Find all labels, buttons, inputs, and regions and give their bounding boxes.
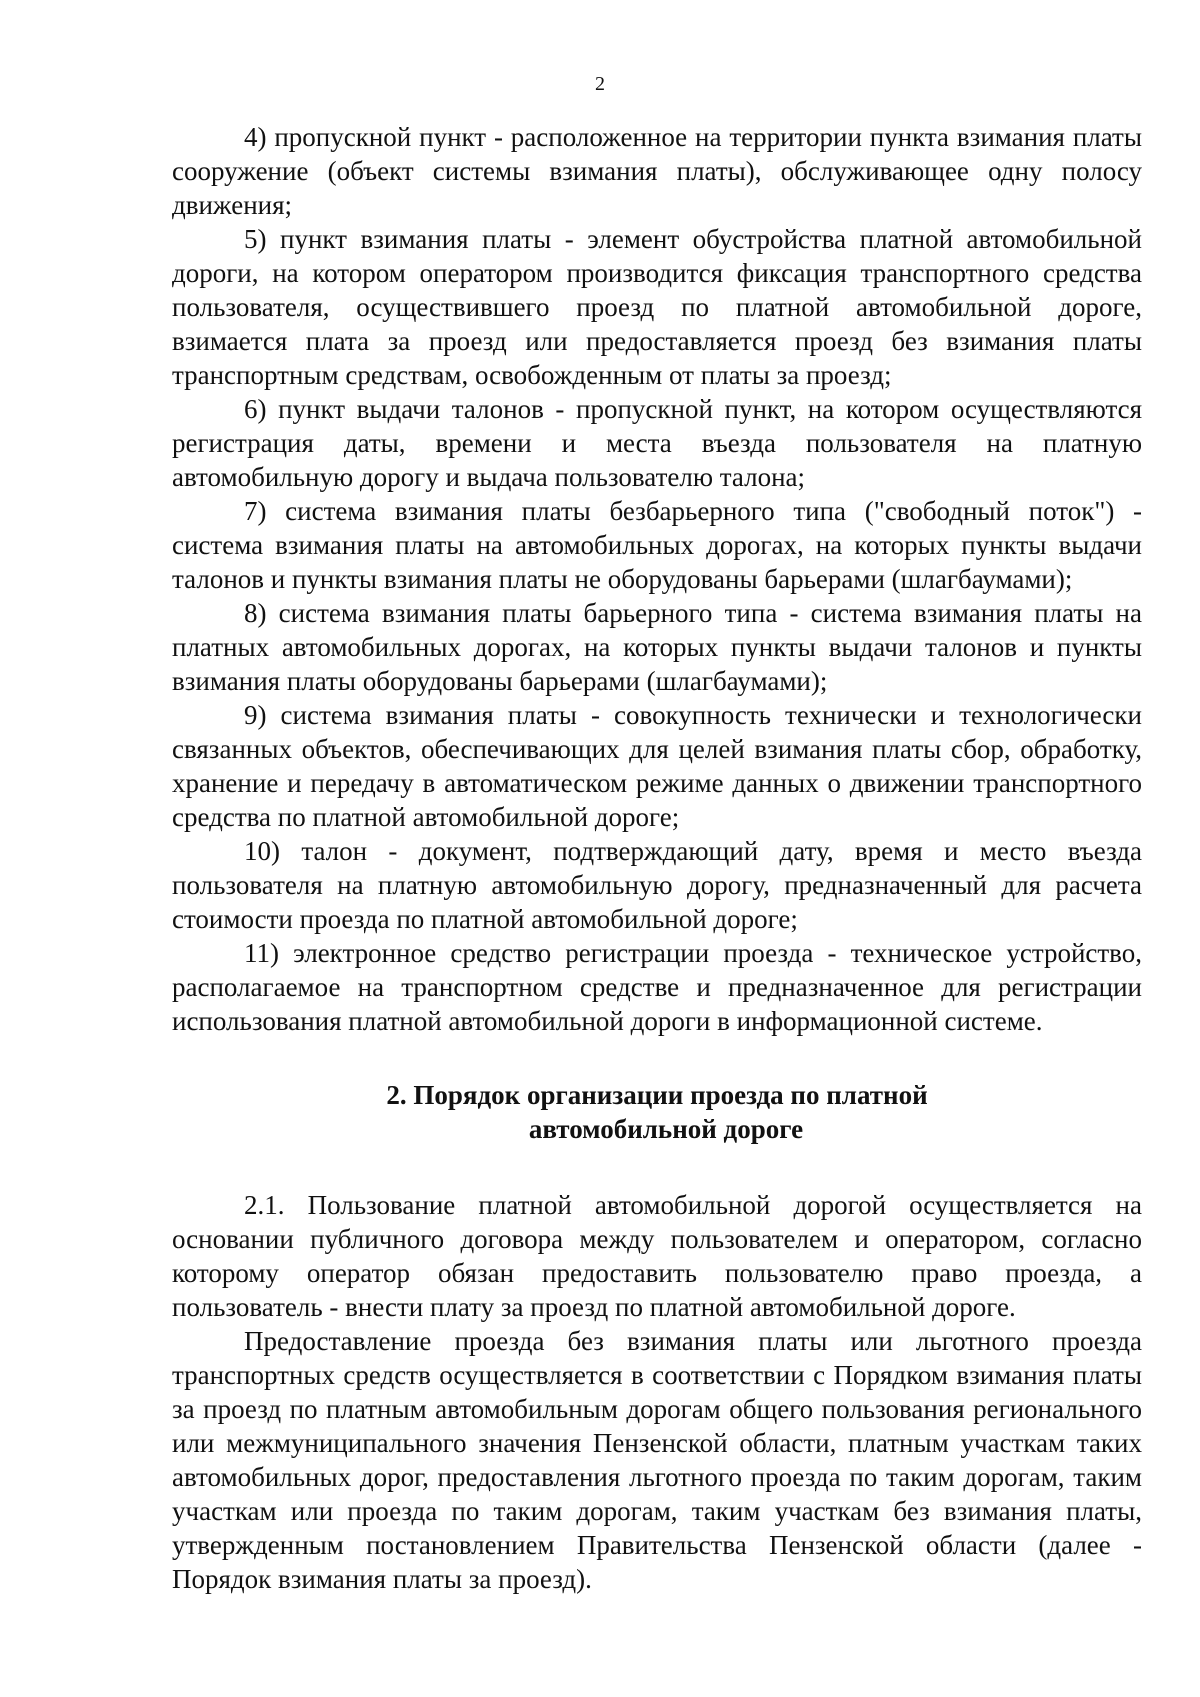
definition-item-7: 7) система взимания платы безбарьерного типа ("свободный поток") - система взимания платы на автомобильных дорогах, на которых пункты выдачи талонов и пункты взимания платы не оборудованы барьерами (шлагбаумами); [172, 496, 1142, 594]
section-heading-line-2: автомобильной дороге [528, 1114, 804, 1144]
definition-item-9: 9) система взимания платы - совокупность технически и технологически связанных объектов, обеспечивающих для целей взимания платы сбор, обработку, хранение и передачу в автоматическом режиме данных о движении транспортного средства по платной автомобильной дороге; [172, 700, 1142, 832]
section-paragraph-free-passage: Предоставление проезда без взимания платы или льготного проезда транспортных средств осуществляется в соответствии с Порядком взимания платы за проезд по платным автомобильным дорогам общего пользования регионального или межмуниципального значения Пензенской области, платным участкам таких автомобильных дорог, предоставления льготного проезда по таким дорогам, таким участкам или проезда по таким дорогам, таким участкам без взимания платы, утвержденным постановлением Правительства Пензенской области (далее - Порядок взимания платы за проезд). [172, 1326, 1142, 1594]
section-paragraph-2-1: 2.1. Пользование платной автомобильной дорогой осуществляется на основании публичного договора между пользователем и оператором, согласно которому оператор обязан предоставить пользователю право проезда, а пользователь - внести плату за проезд по платной автомобильной дороге. [172, 1190, 1142, 1322]
definition-item-4: 4) пропускной пункт - расположенное на территории пункта взимания платы сооружение (объект системы взимания платы), обслуживающее одну полосу движения; [172, 122, 1142, 220]
section-heading-line-1: 2. Порядок организации проезда по платной [386, 1080, 928, 1110]
definition-item-10: 10) талон - документ, подтверждающий дату, время и место въезда пользователя на платную автомобильную дорогу, предназначенный для расчета стоимости проезда по платной автомобильной дороге; [172, 836, 1142, 934]
definition-item-5: 5) пункт взимания платы - элемент обустройства платной автомобильной дороги, на котором оператором производится фиксация транспортного средства пользователя, осуществившего проезд по платной автомобильной дороге, взимается плата за проезд или предоставляется проезд без взимания платы транспортным средствам, освобожденным от платы за проезд; [172, 224, 1142, 390]
definition-item-8: 8) система взимания платы барьерного типа - система взимания платы на платных автомобильных дорогах, на которых пункты выдачи талонов и пункты взимания платы оборудованы барьерами (шлагбаумами); [172, 598, 1142, 696]
page-number: 2 [595, 73, 605, 95]
definition-item-6: 6) пункт выдачи талонов - пропускной пункт, на котором осуществляются регистрация даты, времени и места въезда пользователя на платную автомобильную дорогу и выдача пользователю талона; [172, 394, 1142, 492]
section-heading [172, 1078, 1142, 1146]
page-content [172, 120, 1142, 1596]
definition-item-11: 11) электронное средство регистрации проезда - техническое устройство, располагаемое на транспортном средстве и предназначенное для регистрации использования платной автомобильной дороги в информационной системе. [172, 938, 1142, 1036]
